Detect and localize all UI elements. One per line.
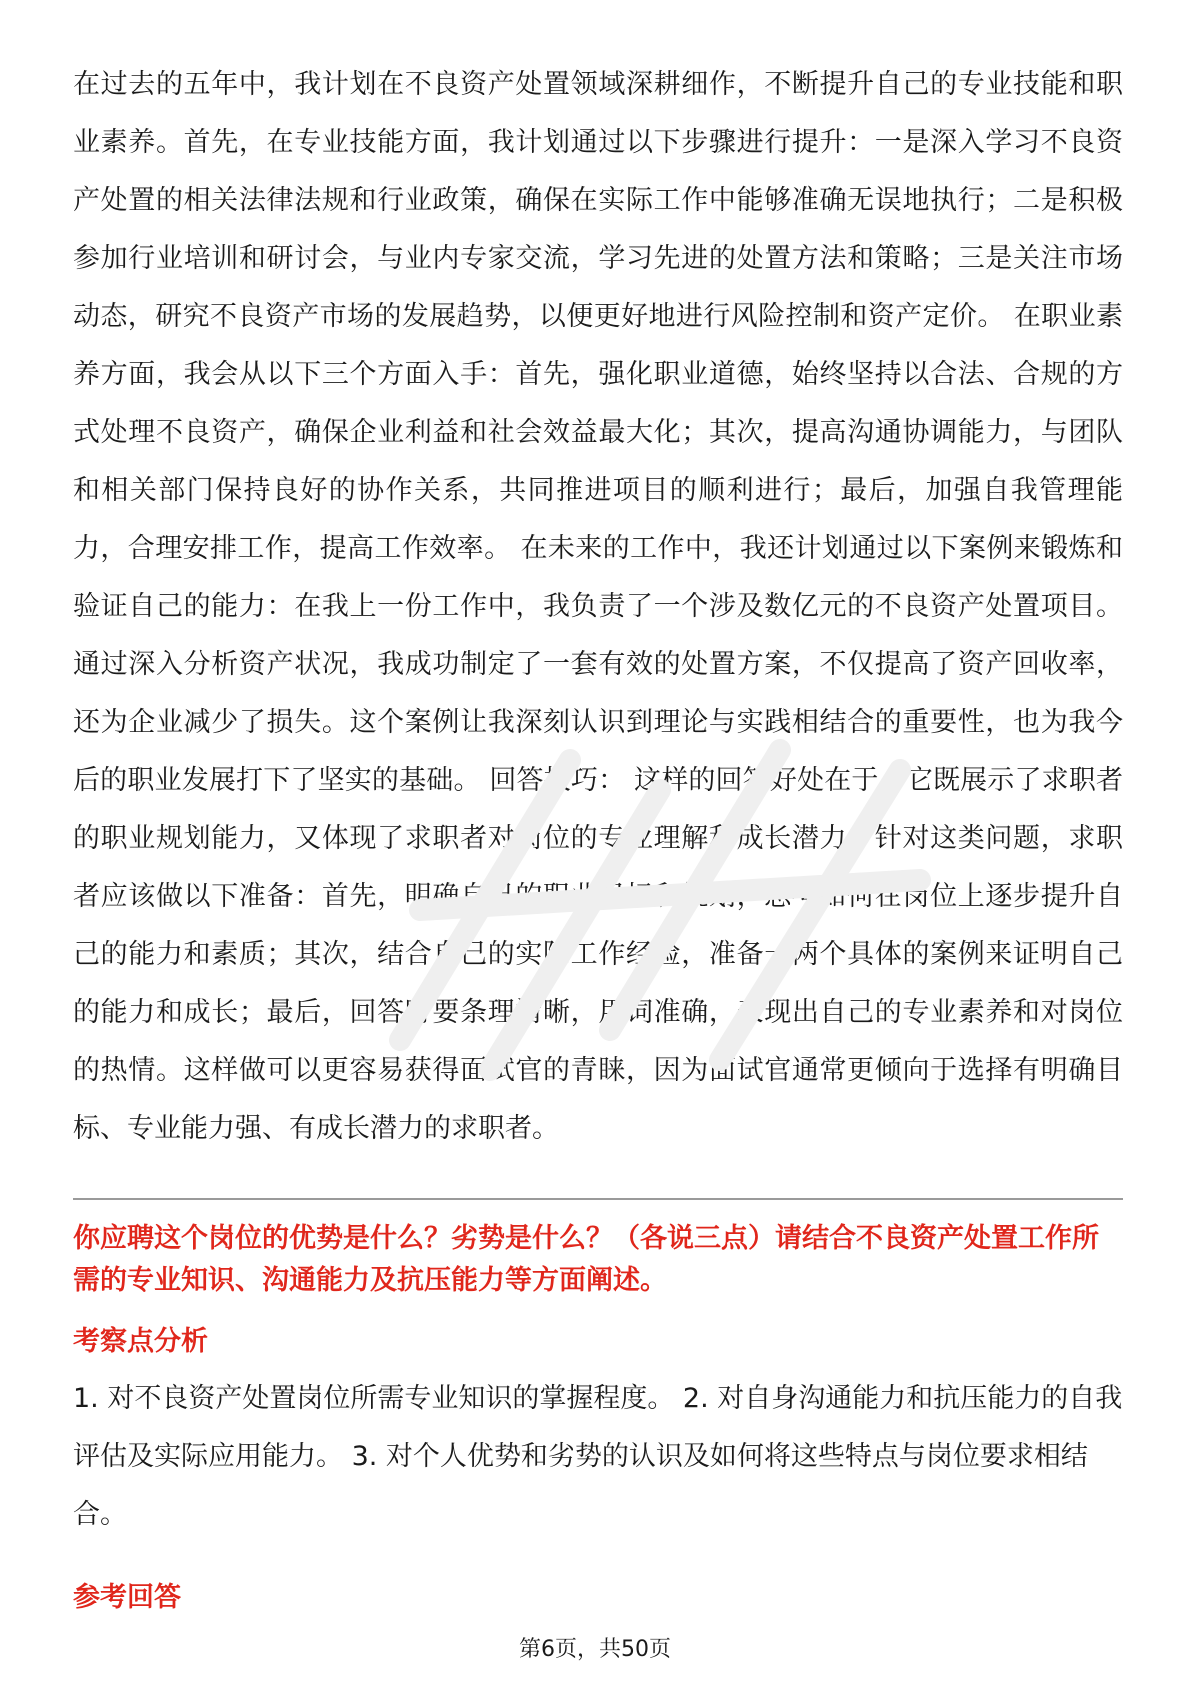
analysis-points: 1. 对不良资产处置岗位所需专业知识的掌握程度。 2. 对自身沟通能力和抗压能力的自我评估及实际应用能力。 3. 对个人优势和劣势的认识及如何将这些特点与岗位要求相结合。 [73,1383,1123,1530]
analysis-heading: 考察点分析 [73,1326,208,1357]
answer-body-paragraph: 在过去的五年中，我计划在不良资产处置领域深耕细作，不断提升自己的专业技能和职业素养。首先，在专业技能方面，我计划通过以下步骤进行提升：一是深入学习不良资产处置的相关法律法规和行业政策，确保在实际工作中能够准确无误地执行；二是积极参加行业培训和研讨会，与业内专家交流，学习先进的处置方法和策略；三是关注市场动态，研究不良资产市场的发展趋势，以便更好地进行风险控制和资产定价。 在职业素养方面，我会从以下三个方面入手：首先，强化职业道德，始终坚持以合法、合规的方式处理不良资产，确保企业利益和社会效益最大化；其次，提高沟通协调能力，与团队和相关部门保持良好的协作关系，共同推进项目的顺利进行；最后，加强自我管理能力，合理安排工作，提高工作效率。 在未来的工作中，我还计划通过以下案例来锻炼和验证自己的能力：在我上一份工作中，我负责了一个涉及数亿元的不良资产处置项目。通过深入分析资产状况，我成功制定了一套有效的处置方案，不仅提高了资产回收率，还为企业减少了损失。这个案例让我深刻认识到理论与实践相结合的重要性，也为我今后的职业发展打下了坚实的基础。 回答技巧： 这样的回答好处在于，它既展示了求职者的职业规划能力，又体现了求职者对岗位的专业理解和成长潜力。针对这类问题，求职者应该做以下准备：首先，明确自己的职业目标和规划，思考如何在岗位上逐步提升自己的能力和素质；其次，结合自己的实际工作经验，准备一两个具体的案例来证明自己的能力和成长；最后，回答时要条理清晰，用词准确，表现出自己的专业素养和对岗位的热情。这样做可以更容易获得面试官的青睐，因为面试官通常更倾向于选择有明确目标、专业能力强、有成长潜力的求职者。 [73,69,1123,1144]
reference-answer-heading: 参考回答 [73,1582,181,1613]
interview-question: 你应聘这个岗位的优势是什么？劣势是什么？（各说三点）请结合不良资产处置工作所需的专业知识、沟通能力及抗压能力等方面阐述。 [73,1223,1099,1296]
section-divider [73,1198,1123,1200]
document-page [73,56,1123,1618]
page-footer: 第6页，共50页 [519,1637,671,1662]
